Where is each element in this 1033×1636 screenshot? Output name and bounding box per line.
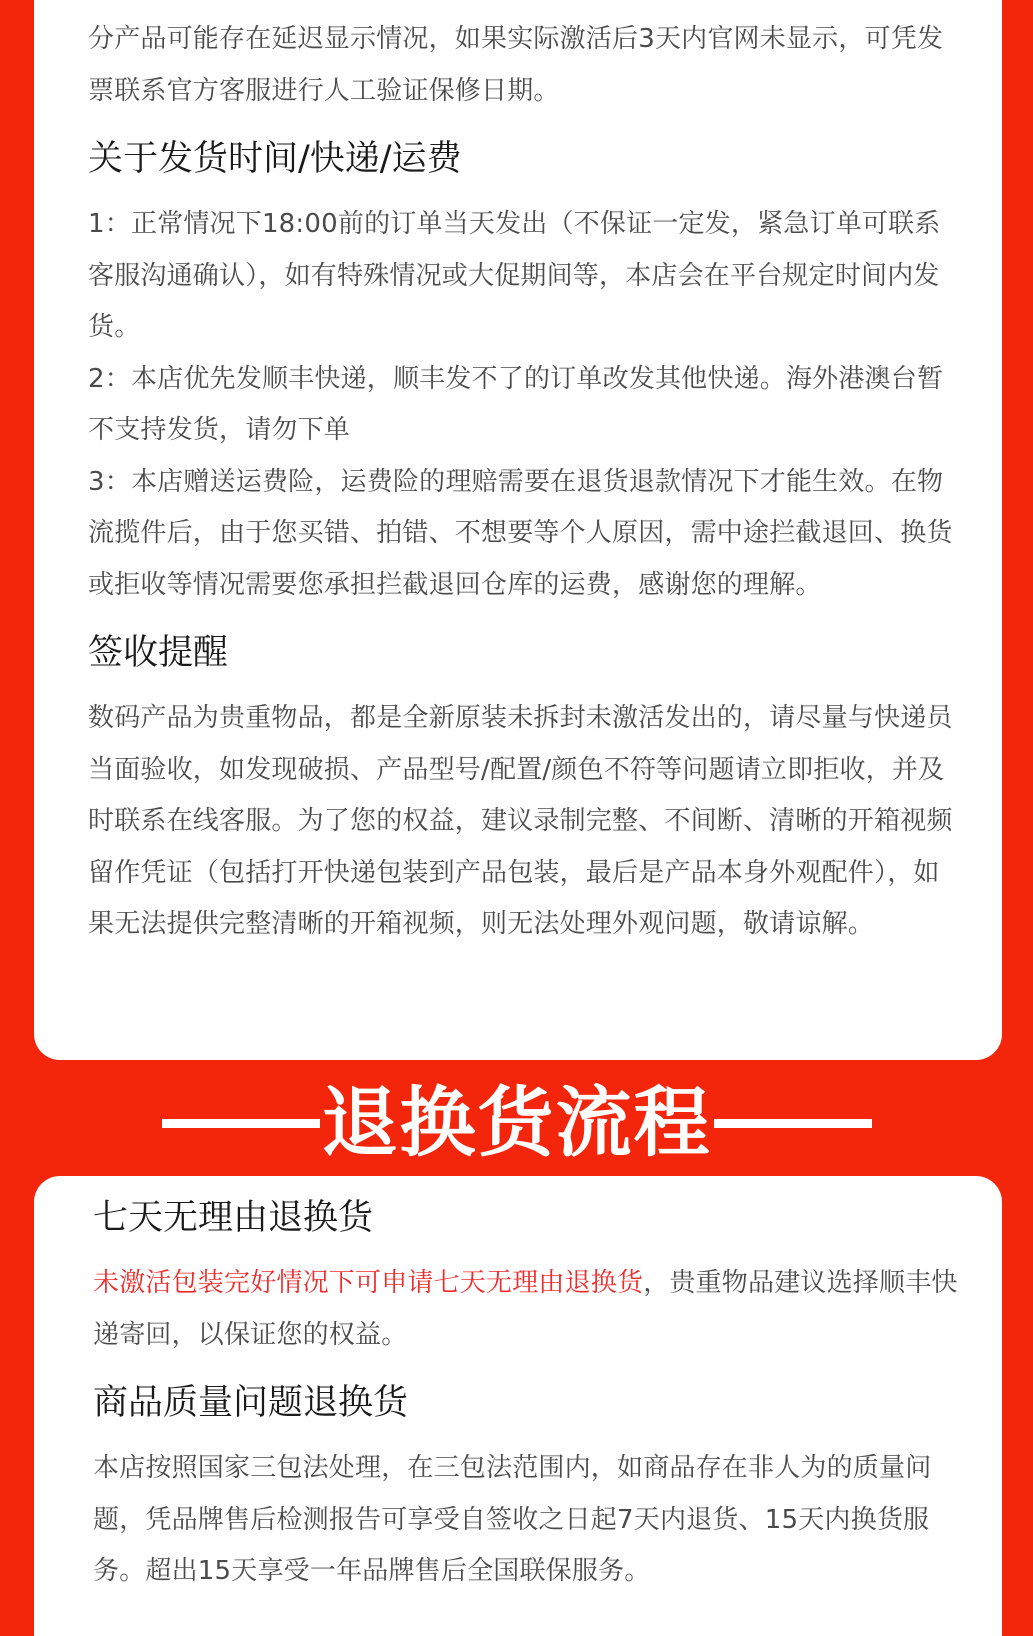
- shipping-info-card: [34, 0, 1002, 1060]
- banner-title: 退换货流程: [321, 1078, 712, 1167]
- seven-day-return-text: [93, 1258, 962, 1361]
- quality-return-title: 商品质量问题退换货: [93, 1383, 409, 1423]
- returns-banner: [0, 1078, 1033, 1168]
- shipping-section-title: 关于发货时间/快递/运费: [88, 139, 462, 179]
- shipping-item-1: 1：正常情况下18:00前的订单当天发出（不保证一定发，紧急订单可联系客服沟通确认），如有特殊情况或大促期间等，本店会在平台规定时间内发货。: [88, 209, 941, 342]
- warranty-note: 分产品可能存在延迟显示情况，如果实际激活后3天内官网未显示，可凭发票联系官方客服进行人工验证保修日期。: [88, 24, 944, 106]
- receipt-section-title: 签收提醒: [88, 633, 229, 673]
- quality-return-text: 本店按照国家三包法处理，在三包法范围内，如商品存在非人为的质量问题，凭品牌售后检测报告可享受自签收之日起7天内退货、15天内换货服务。超出15天享受一年品牌售后全国联保服务。: [93, 1453, 932, 1586]
- banner-right-line: [714, 1119, 872, 1128]
- returns-info-card: [34, 1176, 1002, 1636]
- seven-day-rest: ，贵重物品建议选择顺丰快递寄回，以保证您的权益。: [93, 1268, 958, 1350]
- receipt-text: 数码产品为贵重物品，都是全新原装未拆封未激活发出的，请尽量与快递员当面验收，如发现破损、产品型号/配置/颜色不符等问题请立即拒收，并及时联系在线客服。为了您的权益，建议录制完整、不间断、清晰的开箱视频留作凭证（包括打开快递包装到产品包装，最后是产品本身外观配件），如果无法提供完整清晰的开箱视频，则无法处理外观问题，敬请谅解。: [88, 703, 953, 939]
- shipping-item-3: 3：本店赠送运费险，运费险的理赔需要在退货退款情况下才能生效。在物流揽件后，由于您买错、拍错、不想要等个人原因，需中途拦截退回、换货或拒收等情况需要您承担拦截退回仓库的运费，感谢您的理解。: [88, 466, 953, 600]
- seven-day-return-title: 七天无理由退换货: [93, 1198, 374, 1238]
- banner-left-line: [162, 1119, 320, 1128]
- seven-day-highlight: 未激活包装完好情况下可申请七天无理由退换货: [93, 1268, 644, 1298]
- shipping-item-2: 2：本店优先发顺丰快递，顺丰发不了的订单改发其他快递。海外港澳台暂不支持发货，请勿下单: [88, 363, 944, 445]
